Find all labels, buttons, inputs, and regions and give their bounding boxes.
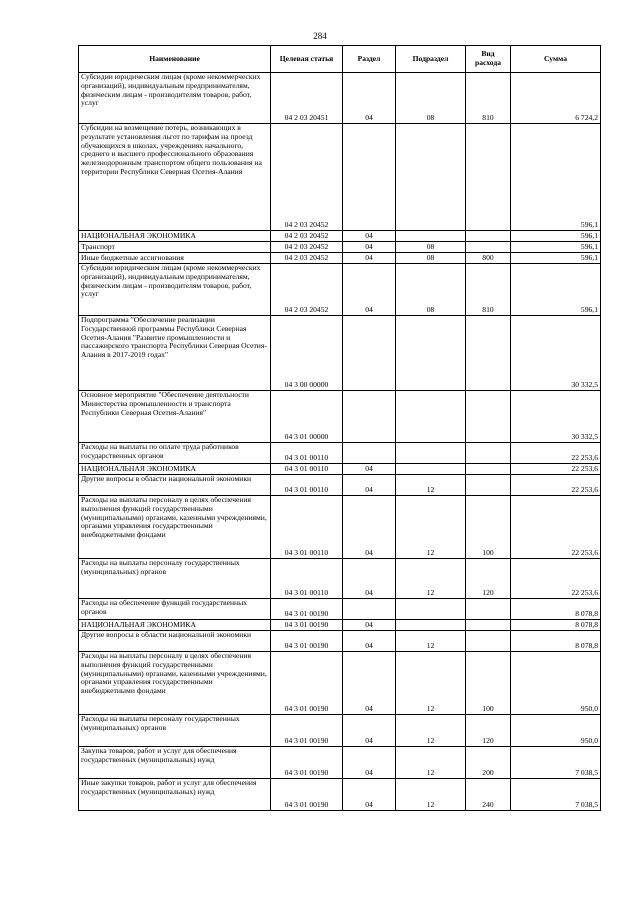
row-section: 04 (343, 73, 396, 124)
row-section (343, 124, 396, 231)
row-name: Закупка товаров, работ и услуг для обеспечения государственных (муниципальных) нужд (79, 747, 271, 779)
row-expense-type: 240 (466, 779, 511, 811)
row-section (343, 316, 396, 391)
row-expense-type (466, 475, 511, 496)
row-sum: 8 078,8 (511, 631, 601, 652)
row-section (343, 443, 396, 464)
row-name: Подпрограмма "Обеспечение реализации Государственной программы Республики Северная Осетия-Алания "Развитие промышленности и пассажирского транспорта Республики Северная Осетия-Алания в 2017-2019 годах" (79, 316, 271, 391)
row-name: Расходы на выплаты персоналу в целях обеспечения выполнения функций государственными (муниципальными) органами, казенными учреждениями, органами управления государственными внебюджетными фондами (79, 652, 271, 715)
row-subsection (396, 124, 466, 231)
row-subsection: 12 (396, 779, 466, 811)
row-sum: 950,0 (511, 715, 601, 747)
row-sum: 596,1 (511, 124, 601, 231)
header-name: Наименование (79, 46, 271, 73)
row-target-code: 04 2 03 20452 (271, 231, 343, 242)
row-name: Иные бюджетные ассигнования (79, 253, 271, 264)
table-row (79, 464, 601, 475)
row-subsection (396, 391, 466, 443)
row-name: Расходы на выплаты персоналу государственных (муниципальных) органов (79, 715, 271, 747)
row-section: 04 (343, 779, 396, 811)
row-expense-type: 100 (466, 496, 511, 559)
row-expense-type (466, 124, 511, 231)
row-expense-type (466, 242, 511, 253)
row-section: 04 (343, 652, 396, 715)
row-target-code: 04 3 01 00190 (271, 620, 343, 631)
row-subsection (396, 316, 466, 391)
row-sum: 8 078,8 (511, 599, 601, 620)
row-target-code: 04 3 01 00190 (271, 652, 343, 715)
row-sum: 7 038,5 (511, 747, 601, 779)
table-row (79, 631, 601, 652)
table-row (79, 73, 601, 124)
row-name: Субсидии юридическим лицам (кроме некоммерческих организаций), индивидуальным предпринимателям, физическим лицам - производителям товаров, работ, услуг (79, 73, 271, 124)
row-name: Другие вопросы в области национальной экономики (79, 475, 271, 496)
header-section: Раздел (343, 46, 396, 73)
header-expense-type: Вид расхода (466, 46, 511, 73)
row-sum: 8 078,8 (511, 620, 601, 631)
budget-table (78, 45, 601, 811)
row-section: 04 (343, 475, 396, 496)
row-subsection: 08 (396, 264, 466, 316)
row-subsection: 08 (396, 253, 466, 264)
row-name: Транспорт (79, 242, 271, 253)
row-target-code: 04 2 03 20452 (271, 264, 343, 316)
row-name: НАЦИОНАЛЬНАЯ ЭКОНОМИКА (79, 231, 271, 242)
table-row (79, 475, 601, 496)
table-row (79, 652, 601, 715)
row-name: Иные закупки товаров, работ и услуг для обеспечения государственных (муниципальных) нужд (79, 779, 271, 811)
row-name: Субсидии юридическим лицам (кроме некоммерческих организаций), индивидуальным предпринимателям, физическим лицам - производителям товаров, работ, услуг (79, 264, 271, 316)
row-expense-type (466, 620, 511, 631)
row-target-code: 04 3 01 00190 (271, 631, 343, 652)
row-name: Субсидии на возмещение потерь, возникающих в результате установления льгот по тарифам на проезд обучающихся в школах, учреждениях начального, среднего и высшего профессионального образования железнодорожным транспортом общего пользования на территории Республики Северная Осетия-Алания (79, 124, 271, 231)
row-expense-type: 810 (466, 264, 511, 316)
row-section: 04 (343, 231, 396, 242)
row-subsection (396, 599, 466, 620)
row-expense-type: 100 (466, 652, 511, 715)
row-sum: 30 332,5 (511, 391, 601, 443)
table-row (79, 747, 601, 779)
row-name: Основное мероприятие "Обеспечение деятельности Министерства промышленности и транспорта Республики Северная Осетия-Алания" (79, 391, 271, 443)
row-subsection: 08 (396, 73, 466, 124)
row-name: Другие вопросы в области национальной экономики (79, 631, 271, 652)
row-sum: 22 253,6 (511, 443, 601, 464)
table-row (79, 242, 601, 253)
row-subsection: 12 (396, 747, 466, 779)
row-section: 04 (343, 559, 396, 599)
row-expense-type (466, 443, 511, 464)
row-subsection (396, 443, 466, 464)
header-subsection: Подраздел (396, 46, 466, 73)
row-sum: 596,1 (511, 253, 601, 264)
table-row (79, 779, 601, 811)
header-code: Целевая статья (271, 46, 343, 73)
row-expense-type (466, 599, 511, 620)
row-sum: 596,1 (511, 264, 601, 316)
row-section: 04 (343, 464, 396, 475)
row-sum: 7 038,5 (511, 779, 601, 811)
row-target-code: 04 3 01 00000 (271, 391, 343, 443)
row-section: 04 (343, 242, 396, 253)
row-target-code: 04 3 01 00190 (271, 747, 343, 779)
row-name: Расходы на выплаты персоналу государственных (муниципальных) органов (79, 559, 271, 599)
row-name: Расходы на обеспечение функций государственных органов (79, 599, 271, 620)
table-row (79, 559, 601, 599)
page-number: 284 (313, 31, 327, 41)
row-subsection (396, 620, 466, 631)
row-subsection: 12 (396, 559, 466, 599)
table-row (79, 496, 601, 559)
row-sum: 22 253,6 (511, 475, 601, 496)
row-section (343, 391, 396, 443)
row-subsection: 12 (396, 715, 466, 747)
row-section: 04 (343, 747, 396, 779)
table-body (79, 73, 601, 811)
row-sum: 950,0 (511, 652, 601, 715)
table-row (79, 316, 601, 391)
row-target-code: 04 2 03 20452 (271, 124, 343, 231)
row-expense-type: 800 (466, 253, 511, 264)
row-sum: 22 253,6 (511, 464, 601, 475)
row-sum: 22 253,6 (511, 496, 601, 559)
row-subsection (396, 464, 466, 475)
row-expense-type (466, 391, 511, 443)
row-subsection: 12 (396, 496, 466, 559)
table-row (79, 599, 601, 620)
row-target-code: 04 3 01 00110 (271, 443, 343, 464)
row-name: НАЦИОНАЛЬНАЯ ЭКОНОМИКА (79, 464, 271, 475)
table-row (79, 391, 601, 443)
row-subsection: 12 (396, 631, 466, 652)
row-target-code: 04 3 01 00110 (271, 559, 343, 599)
row-section: 04 (343, 620, 396, 631)
row-target-code: 04 2 03 20452 (271, 242, 343, 253)
table-header (79, 46, 601, 73)
row-section: 04 (343, 715, 396, 747)
row-expense-type: 120 (466, 715, 511, 747)
row-target-code: 04 3 01 00190 (271, 599, 343, 620)
row-subsection: 12 (396, 475, 466, 496)
row-target-code: 04 3 01 00190 (271, 715, 343, 747)
header-sum: Сумма (511, 46, 601, 73)
row-subsection: 12 (396, 652, 466, 715)
row-expense-type (466, 631, 511, 652)
row-sum: 6 724,2 (511, 73, 601, 124)
table-row (79, 264, 601, 316)
row-section (343, 599, 396, 620)
row-section: 04 (343, 631, 396, 652)
row-section: 04 (343, 496, 396, 559)
table-row (79, 620, 601, 631)
row-sum: 596,1 (511, 242, 601, 253)
table-row (79, 231, 601, 242)
row-subsection (396, 231, 466, 242)
table-row (79, 253, 601, 264)
row-target-code: 04 2 03 20452 (271, 253, 343, 264)
row-name: Расходы на выплаты по оплате труда работников государственных органов (79, 443, 271, 464)
row-name: НАЦИОНАЛЬНАЯ ЭКОНОМИКА (79, 620, 271, 631)
row-name: Расходы на выплаты персоналу в целях обеспечения выполнения функций государственными (муниципальными) органами, казенными учреждениями, органами управления государственными внебюджетными фондами (79, 496, 271, 559)
row-section: 04 (343, 253, 396, 264)
row-target-code: 04 3 01 00110 (271, 475, 343, 496)
table-row (79, 443, 601, 464)
row-expense-type (466, 316, 511, 391)
row-expense-type: 810 (466, 73, 511, 124)
row-expense-type: 120 (466, 559, 511, 599)
row-sum: 22 253,6 (511, 559, 601, 599)
row-target-code: 04 2 03 20451 (271, 73, 343, 124)
row-sum: 596,1 (511, 231, 601, 242)
row-expense-type: 200 (466, 747, 511, 779)
row-target-code: 04 3 01 00110 (271, 496, 343, 559)
row-expense-type (466, 464, 511, 475)
table-row (79, 715, 601, 747)
table-row (79, 124, 601, 231)
row-expense-type (466, 231, 511, 242)
row-sum: 30 332,5 (511, 316, 601, 391)
row-target-code: 04 3 01 00190 (271, 779, 343, 811)
row-section: 04 (343, 264, 396, 316)
row-target-code: 04 3 01 00110 (271, 464, 343, 475)
row-target-code: 04 3 00 00000 (271, 316, 343, 391)
row-subsection: 08 (396, 242, 466, 253)
